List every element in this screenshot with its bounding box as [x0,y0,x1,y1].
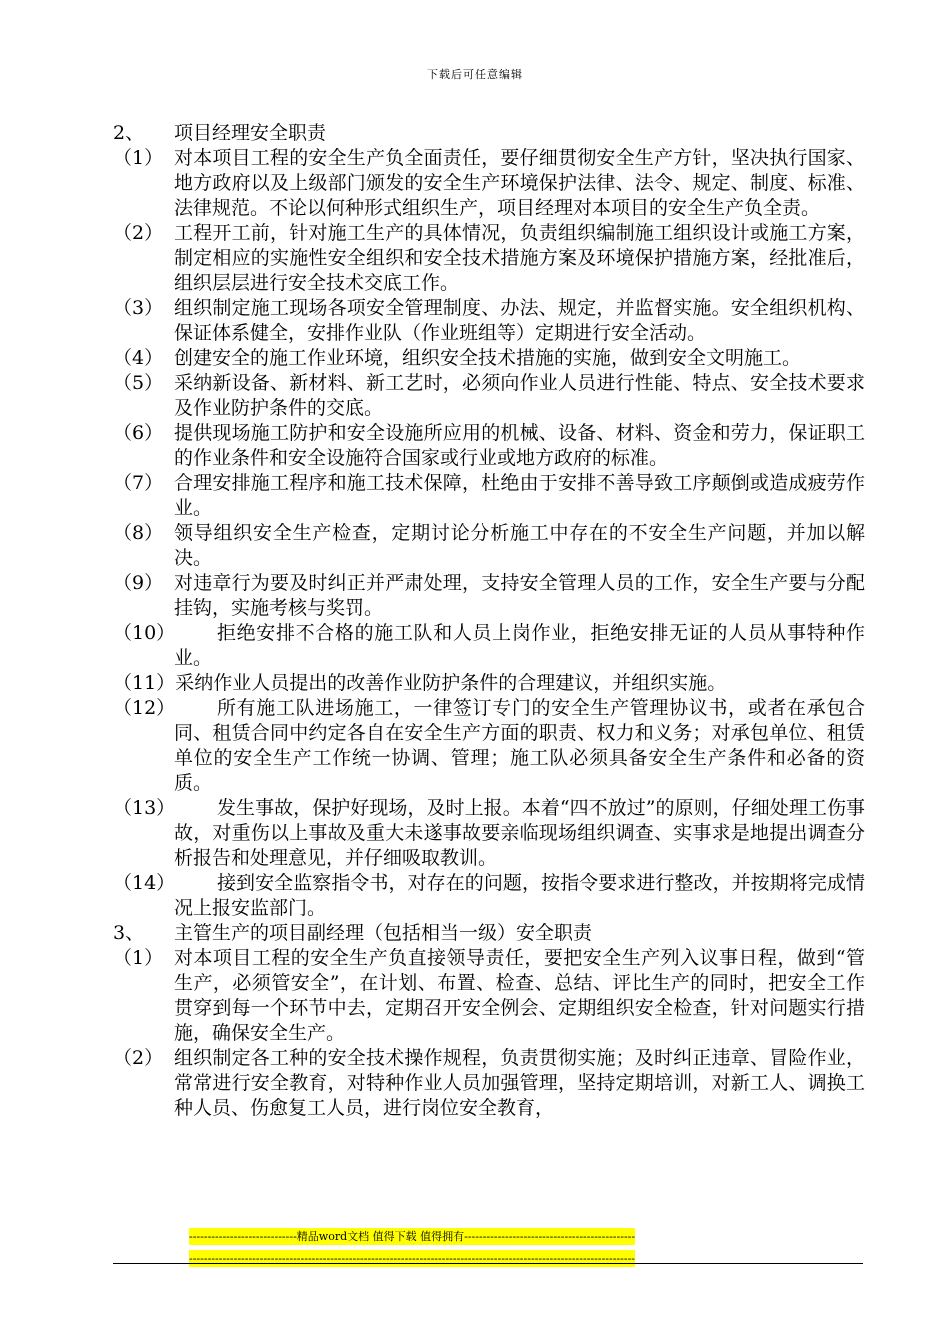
list-item [113,796,865,871]
section-heading [113,121,865,146]
list-item-text: 组织制定各工种的安全技术操作规程，负责贯彻实施；及时纠正违章、冒险作业，常常进行安全教育，对特种作业人员加强管理，坚持定期培训，对新工人、调换工种人员、伤愈复工人员，进行岗位安全教育， [174,1047,865,1119]
list-item [113,521,865,571]
list-item-text: 对本项目工程的安全生产负直接领导责任，要把安全生产列入议事日程，做到“管生产，必须管安全”，在计划、布置、检查、总结、评比生产的同时，把安全工作贯穿到每一个环节中去，定期召开安全例会、定期组织安全检查，针对问题实行措施，确保安全生产。 [174,947,865,1044]
section-heading [113,921,865,946]
section-number: 3、 [113,922,145,944]
section-title: 项目经理安全职责 [174,122,327,144]
list-item-number: （4） [113,347,164,369]
list-item-number: （10） [113,622,176,644]
list-item-text: 采纳作业人员提出的改善作业防护条件的合理建议，并组织实施。 [175,672,727,694]
footer-banner-line1: -----------------------------精品word文档 值得下载 值得拥有---------------------------------------------- [189,1230,636,1243]
list-item-text: 组织制定施工现场各项安全管理制度、办法、规定，并监督实施。安全组织机构、保证体系健全，安排作业队（作业班组等）定期进行安全活动。 [174,297,865,344]
list-item [113,1046,865,1121]
list-item-text: 所有施工队进场施工，一律签订专门的安全生产管理协议书，或者在承包合同、租赁合同中约定各自在安全生产方面的职责、权力和义务；对承包单位、租赁单位的安全生产工作统一协调、管理；施工队必须具备安全生产条件和必备的资质。 [174,697,865,794]
list-item [113,671,865,696]
list-item [113,571,865,621]
list-item-number: （1） [113,147,164,169]
list-item [113,871,865,921]
list-item [113,221,865,296]
list-item-text: 提供现场施工防护和安全设施所应用的机械、设备、材料、资金和劳力，保证职工的作业条件和安全设施符合国家或行业或地方政府的标准。 [174,422,865,469]
list-item [113,346,865,371]
page-header: 下载后可任意编辑 [427,68,523,81]
list-item-number: （1） [113,947,164,969]
section-number: 2、 [113,122,145,144]
document-body [113,121,865,1121]
list-item-number: （2） [113,1047,164,1069]
list-item [113,621,865,671]
list-item-text: 合理安排施工程序和施工技术保障，杜绝由于安排不善导致工序颠倒或造成疲劳作业。 [174,472,865,519]
list-item-number: （7） [113,472,164,494]
list-item-number: （12） [113,697,176,719]
list-item [113,471,865,521]
list-item-number: （2） [113,222,164,244]
section-title: 主管生产的项目副经理（包括相当一级）安全职责 [174,922,593,944]
list-item-number: （11） [113,672,176,694]
list-item-number: （8） [113,522,164,544]
list-item-number: （13） [113,797,176,819]
footer-banner-line2: ------------------------------------------------------------------------------------------------------------------------ [189,1252,636,1265]
list-item-text: 拒绝安排不合格的施工队和人员上岗作业，拒绝安排无证的人员从事特种作业。 [174,622,865,669]
list-item-text: 创建安全的施工作业环境，组织安全技术措施的实施，做到安全文明施工。 [174,347,802,369]
list-item-text: 工程开工前，针对施工生产的具体情况，负责组织编制施工组织设计或施工方案，制定相应的实施性安全组织和安全技术措施方案及环境保护措施方案，经批准后，组织层层进行安全技术交底工作。 [174,222,865,294]
list-item [113,296,865,346]
list-item [113,371,865,421]
list-item-text: 发生事故，保护好现场，及时上报。本着“四不放过”的原则，仔细处理工伤事故，对重伤以上事故及重大未遂事故要亲临现场组织调查、实事求是地提出调查分析报告和处理意见，并仔细吸取教训。 [174,797,865,869]
list-item-text: 对违章行为要及时纠正并严肃处理，支持安全管理人员的工作，安全生产要与分配挂钩，实施考核与奖罚。 [174,572,865,619]
list-item-text: 接到安全监察指令书，对存在的问题，按指令要求进行整改，并按期将完成情况上报安监部门。 [174,872,865,919]
list-item [113,946,865,1046]
list-item-number: （3） [113,297,164,319]
list-item [113,146,865,221]
list-item [113,421,865,471]
list-item-number: （14） [113,872,176,894]
list-item-text: 采纳新设备、新材料、新工艺时，必须向作业人员进行性能、特点、安全技术要求及作业防护条件的交底。 [174,372,865,419]
footer-banner [189,1228,789,1272]
list-item-number: （9） [113,572,164,594]
list-item-number: （6） [113,422,164,444]
list-item-number: （5） [113,372,164,394]
list-item-text: 领导组织安全生产检查，定期讨论分析施工中存在的不安全生产问题，并加以解决。 [174,522,865,569]
list-item-text: 对本项目工程的安全生产负全面责任，要仔细贯彻安全生产方针，坚决执行国家、地方政府以及上级部门颁发的安全生产环境保护法律、法令、规定、制度、标准、法律规范。不论以何种形式组织生产，项目经理对本项目的安全生产负全责。 [174,147,865,219]
footer-rule [113,1263,863,1264]
list-item [113,696,865,796]
